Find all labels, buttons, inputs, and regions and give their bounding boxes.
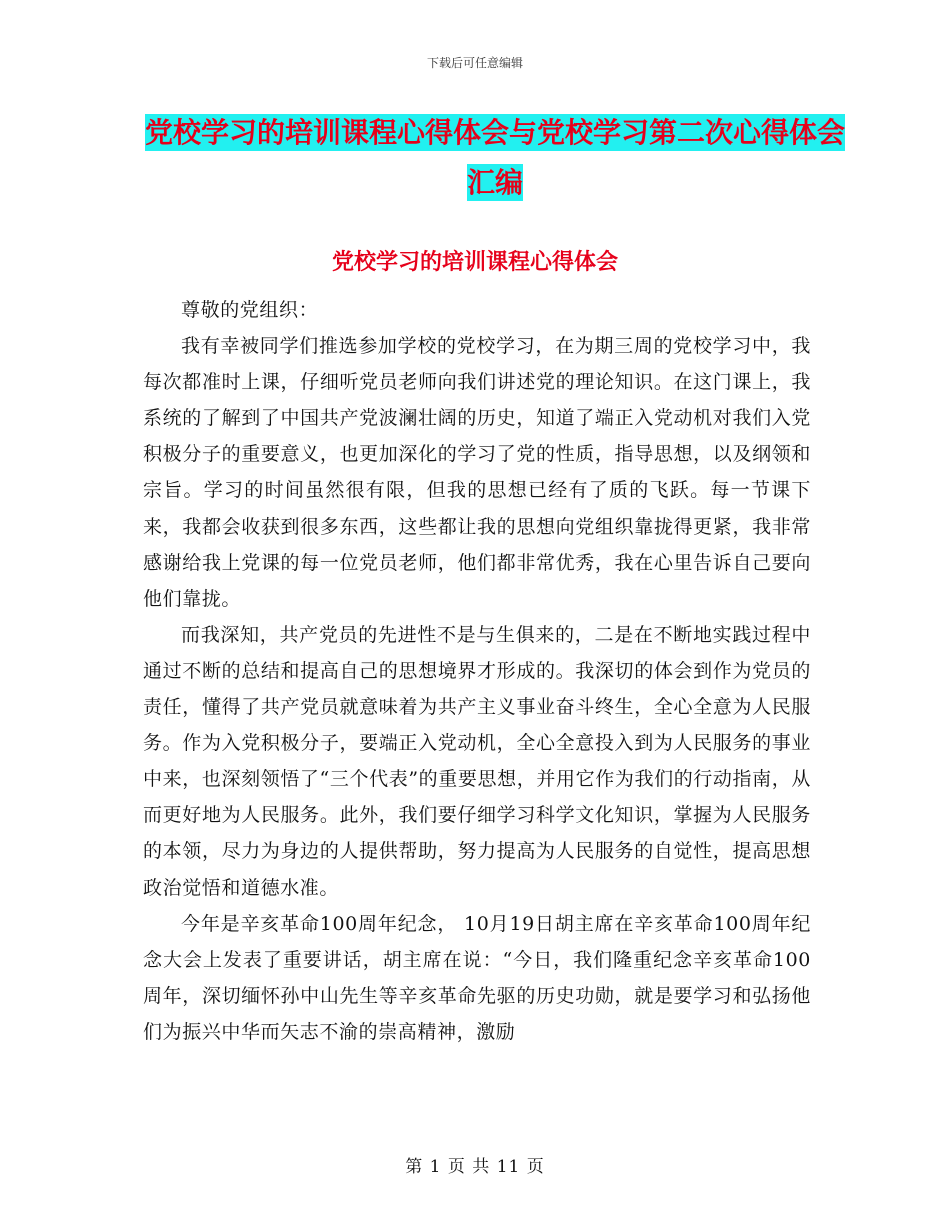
section-title: 党校学习的培训课程心得体会	[331, 250, 618, 275]
body-paragraph: 今年是辛亥革命100周年纪念， 10月19日胡主席在辛亥革命100周年纪念大会上发表了重要讲话，胡主席在说：“今日，我们隆重纪念辛亥革命100周年，深切缅怀孙中山先生等辛亥革命先驱的历史功勋，就是要学习和弘扬他们为振兴中华而矢志不渝的崇高精神，激励	[143, 912, 811, 1043]
page-header-note: 下载后可任意编辑	[426, 56, 523, 70]
document-main-title	[145, 108, 845, 208]
page-number-footer: 第 1 页 共 11 页	[405, 1157, 545, 1177]
body-paragraph: 而我深知，共产党员的先进性不是与生俱来的，二是在不断地实践过程中通过不断的总结和提高自己的思想境界才形成的。我深切的体会到作为党员的责任，懂得了共产党员就意味着为共产主义事业奋斗终生，全心全意为人民服务。作为入党积极分子，要端正入党动机，全心全意投入到为人民服务的事业中来，也深刻领悟了“三个代表”的重要思想，并用它作为我们的行动指南，从而更好地为人民服务。此外，我们要仔细学习科学文化知识，掌握为人民服务的本领，尽力为身边的人提供帮助，努力提高为人民服务的自觉性，提高思想政治觉悟和道德水准。	[143, 623, 811, 899]
salutation: 尊敬的党组织：	[181, 299, 319, 321]
main-title-highlight: 党校学习的培训课程心得体会与党校学习第二次心得体会汇编	[145, 116, 846, 199]
body-paragraph: 我有幸被同学们推选参加学校的党校学习，在为期三周的党校学习中，我每次都准时上课，仔细听党员老师向我们讲述党的理论知识。在这门课上，我系统的了解到了中国共产党波澜壮阔的历史，知道了端正入党动机对我们入党积极分子的重要意义，也更加深化的学习了党的性质，指导思想，以及纲领和宗旨。学习的时间虽然很有限，但我的思想已经有了质的飞跃。每一节课下来，我都会收获到很多东西，这些都让我的思想向党组织靠拢得更紧，我非常感谢给我上党课的每一位党员老师，他们都非常优秀，我在心里告诉自己要向他们靠拢。	[143, 335, 811, 610]
document-body	[143, 292, 811, 1050]
